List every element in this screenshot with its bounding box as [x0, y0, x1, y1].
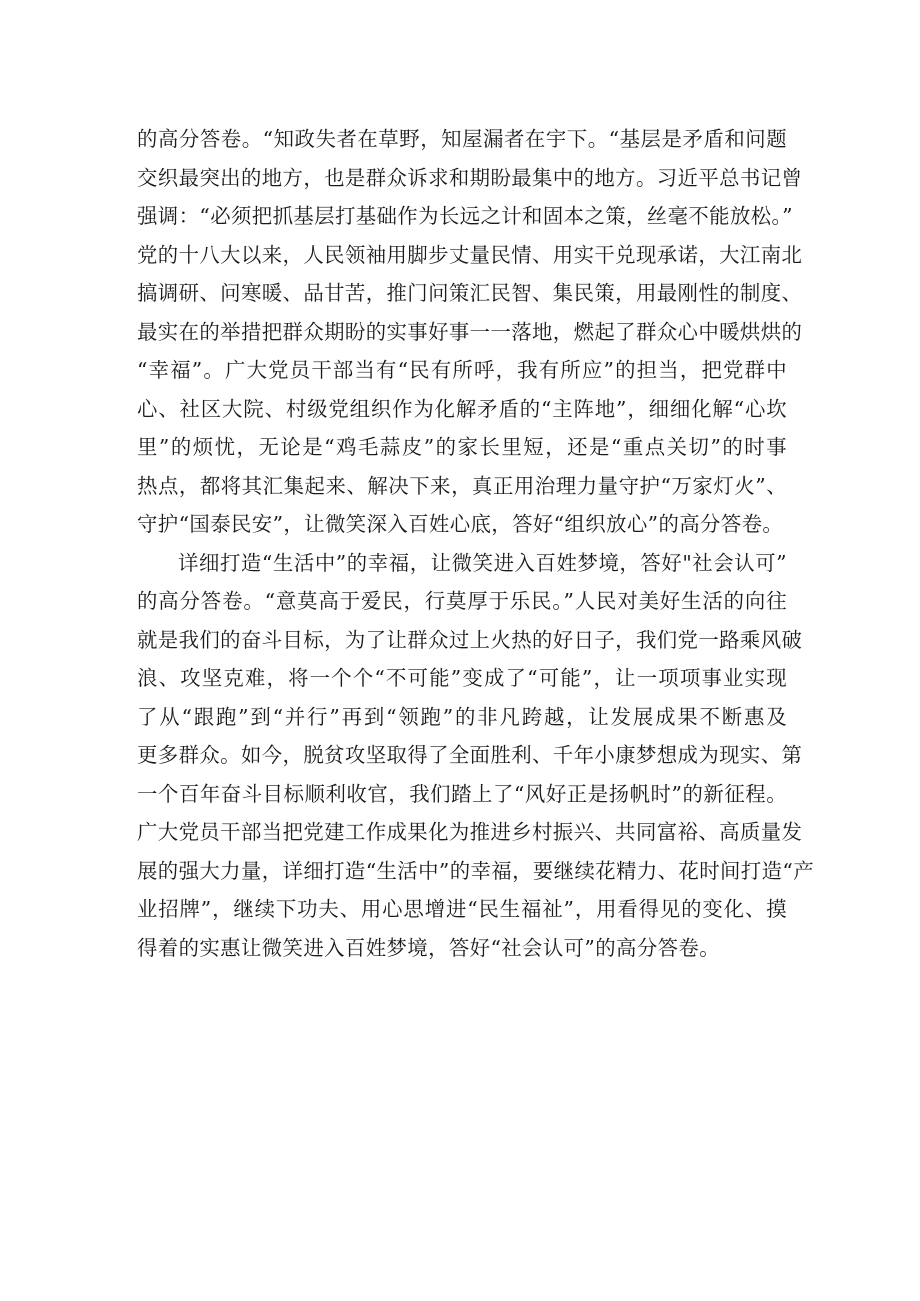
text-line: 广大党员干部当把党建工作成果化为推进乡村振兴、共同富裕、高质量发 — [137, 820, 803, 844]
text-line: 得着的实惠让微笑进入百姓梦境，答好“社会认可”的高分答卷。 — [137, 935, 720, 960]
text-line: 一个百年奋斗目标顺利收官，我们踏上了“风好正是扬帆时”的新征程。 — [137, 781, 787, 806]
text-line: 搞调研、问寒暖、品甘苦，推门问策汇民智、集民策，用最刚性的制度、 — [137, 281, 803, 305]
text-line: 的高分答卷。“意莫高于爱民，行莫厚于乐民。”人民对美好生活的向往 — [137, 589, 787, 613]
text-line: 浪、攻坚克难，将一个个“不可能”变成了“可能”，让一项项事业实现 — [137, 666, 787, 690]
text-line: 展的强大力量，详细打造“生活中”的幸福，要继续花精力、花时间打造“产 — [137, 858, 814, 883]
text-line: 就是我们的奋斗目标，为了让群众过上火热的好日子，我们党一路乘风破 — [137, 627, 803, 652]
text-line: 更多群众。如今，脱贫攻坚取得了全面胜利、千年小康梦想成为现实、第 — [137, 743, 803, 767]
text-line: 了从“跟跑”到“并行”再到“领跑”的非凡跨越，让发展成果不断惠及 — [137, 704, 787, 729]
text-line: 党的十八大以来，人民领袖用脚步丈量民情、用实干兑现承诺，大江南北 — [137, 242, 803, 267]
text-line: 交织最突出的地方，也是群众诉求和期盼最集中的地方。习近平总书记曾 — [137, 165, 803, 190]
text-line: 热点，都将其汇集起来、解决下来，真正用治理力量守护“万家灯火”、 — [137, 473, 787, 498]
text-line: 的高分答卷。“知政失者在草野，知屋漏者在宇下。“基层是矛盾和问题 — [137, 127, 787, 151]
text-line: 里”的烦忧，无论是“鸡毛蒜皮”的家长里短，还是“重点关切”的时事 — [137, 435, 787, 459]
text-line: “幸福”。广大党员干部当有“民有所呼，我有所应”的担当，把党群中 — [137, 358, 787, 382]
text-line: 业招牌”，继续下功夫、用心思增进“民生福祉”，用看得见的变化、摸 — [137, 897, 787, 921]
text-line: 守护“国泰民安”，让微笑深入百姓心底，答好“组织放心”的高分答卷。 — [137, 512, 784, 536]
text-line: 强调：“必须把抓基层打基础作为长远之计和固本之策，丝毫不能放松。” — [137, 204, 793, 228]
text-line: 详细打造“生活中”的幸福，让微笑进入百姓梦境，答好"社会认可” — [178, 550, 787, 575]
text-line: 心、社区大院、村级党组织作为化解矛盾的“主阵地”，细细化解“心坎 — [137, 396, 787, 421]
text-line: 最实在的举措把群众期盼的实事好事一一落地，燃起了群众心中暖烘烘的 — [137, 319, 803, 344]
body-text — [137, 120, 814, 967]
